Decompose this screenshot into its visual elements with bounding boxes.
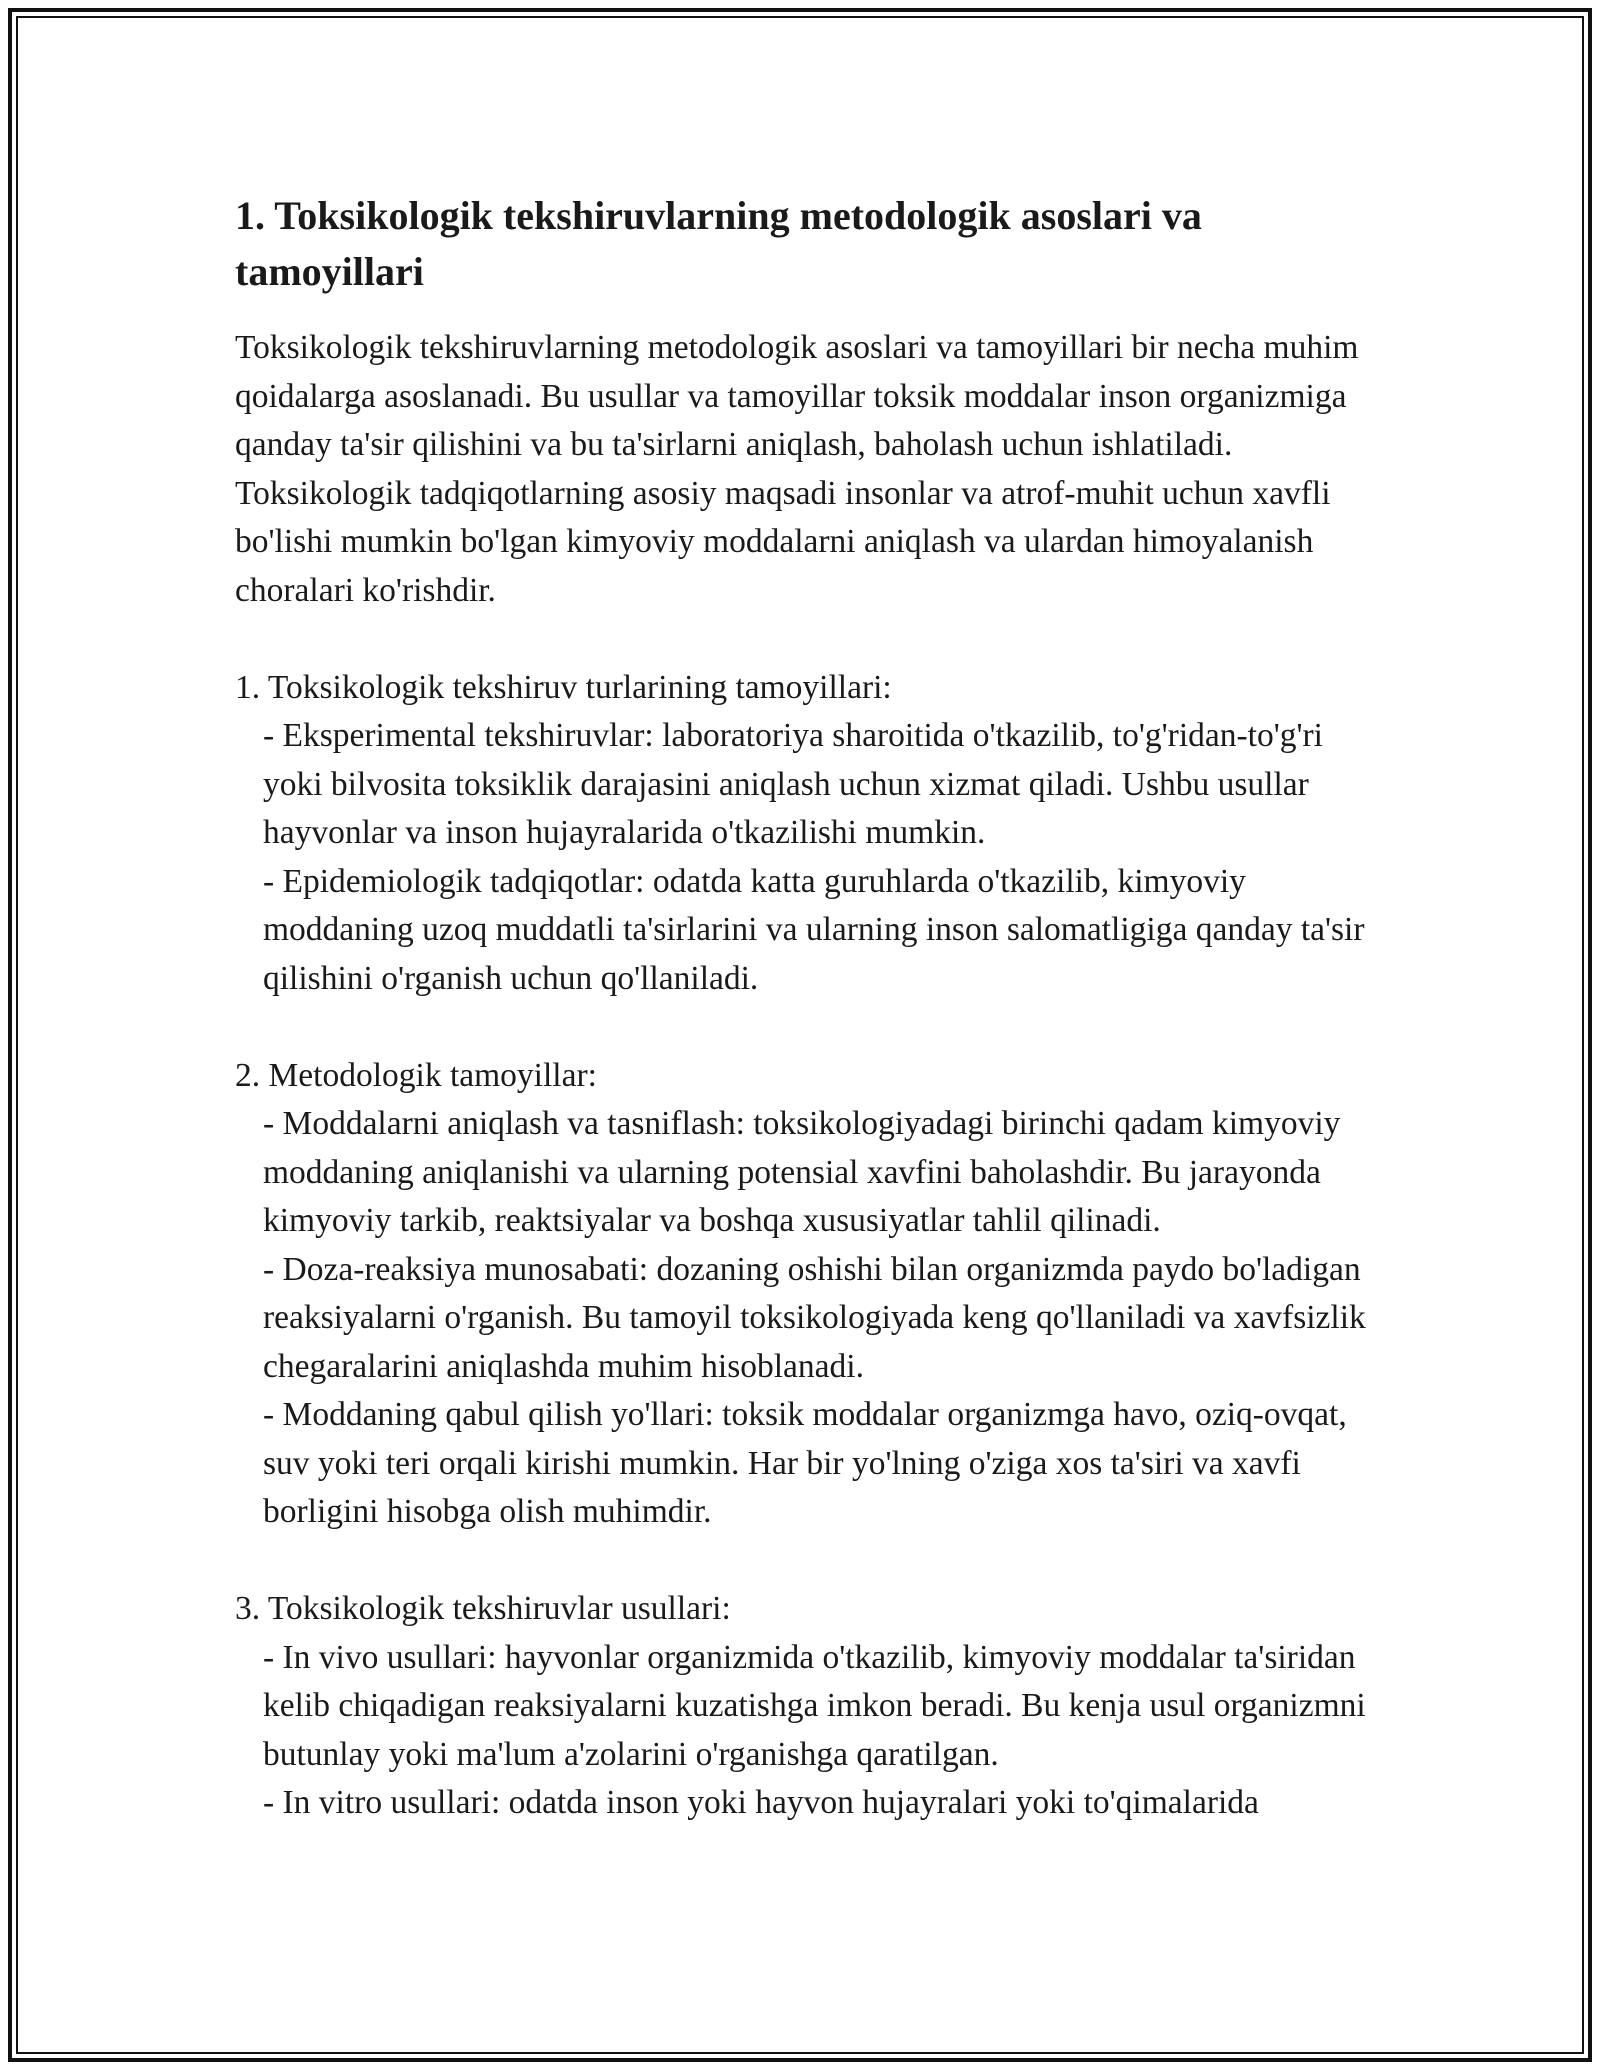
section-1: [235, 664, 1375, 1004]
list-item: - Epidemiologik tadqiqotlar: odatda katta guruhlarda o'tkazilib, kimyoviy moddaning uzoq muddatli ta'sirlarini va ularning inson salomatligiga qanday ta'sir qilishini o'rganish uchun qo'llaniladi.: [263, 862, 1373, 997]
list-item: - In vivo usullari: hayvonlar organizmida o'tkazilib, kimyoviy moddalar ta'siridan kelib chiqadigan reaksiyalarni kuzatishga imkon beradi. Bu kenja usul organizmni butunlay yoki ma'lum a'zolarini o'rganishga qaratilgan.: [263, 1638, 1375, 1773]
list-item: - Eksperimental tekshiruvlar: laboratoriya sharoitida o'tkazilib, to'g'ridan-to'g'ri yoki bilvosita toksiklik darajasini aniqlash uchun xizmat qiladi. Ushbu usullar hayvonlar va inson hujayralarida o'tkazilishi mumkin.: [263, 717, 1332, 851]
section-title: 2. Metodologik tamoyillar:: [235, 1056, 597, 1094]
section-2: [235, 1052, 1375, 1537]
list-item: - In vitro usullari: odatda inson yoki hayvon hujayralari yoki to'qimalarida: [263, 1784, 1259, 1821]
section-title: 1. Toksikologik tekshiruv turlarining tamoyillari:: [235, 668, 892, 706]
list-item: - Moddalarni aniqlash va tasniflash: toksikologiyadagi birinchi qadam kimyoviy moddaning aniqlanishi va ularning potensial xavfini baholashdir. Bu jarayonda kimyoviy tarkib, reaktsiyalar va boshqa xususiyatlar tahlil qilinadi.: [263, 1105, 1349, 1239]
list-item: - Doza-reaksiya munosabati: dozaning oshishi bilan organizmda paydo bo'ladigan reaksiyalarni o'rganish. Bu tamoyil toksikologiyada keng qo'llaniladi va xavfsizlik chegaralarini aniqlashda muhim hisoblanadi.: [263, 1250, 1375, 1385]
section-title: 3. Toksikologik tekshiruvlar usullari:: [235, 1590, 731, 1627]
intro-paragraph: Toksikologik tekshiruvlarning metodologik asoslari va tamoyillari bir necha muhim qoidalarga asoslanadi. Bu usullar va tamoyillar toksik moddalar inson organizmiga qanday ta'sir qilishini va bu ta'sirlarni aniqlash, baholash uchun ishlatiladi. Toksikologik tadqiqotlarning asosiy maqsadi insonlar va atrof-muhit uchun xavfli bo'lishi mumkin bo'lgan kimyoviy moddalarni aniqlash va ulardan himoyalanish choralari ko'rishdir.: [235, 329, 1367, 609]
document-body: [235, 188, 1375, 1828]
section-heading: 1. Toksikologik tekshiruvlarning metodologik asoslari va tamoyillari: [235, 193, 1202, 294]
section-3: [235, 1585, 1375, 1828]
list-item: - Moddaning qabul qilish yo'llari: toksik moddalar organizmga havo, oziq-ovqat, suv yoki teri orqali kirishi mumkin. Har bir yo'lning o'ziga xos ta'siri va xavfi borligini hisobga olish muhimdir.: [263, 1396, 1356, 1530]
